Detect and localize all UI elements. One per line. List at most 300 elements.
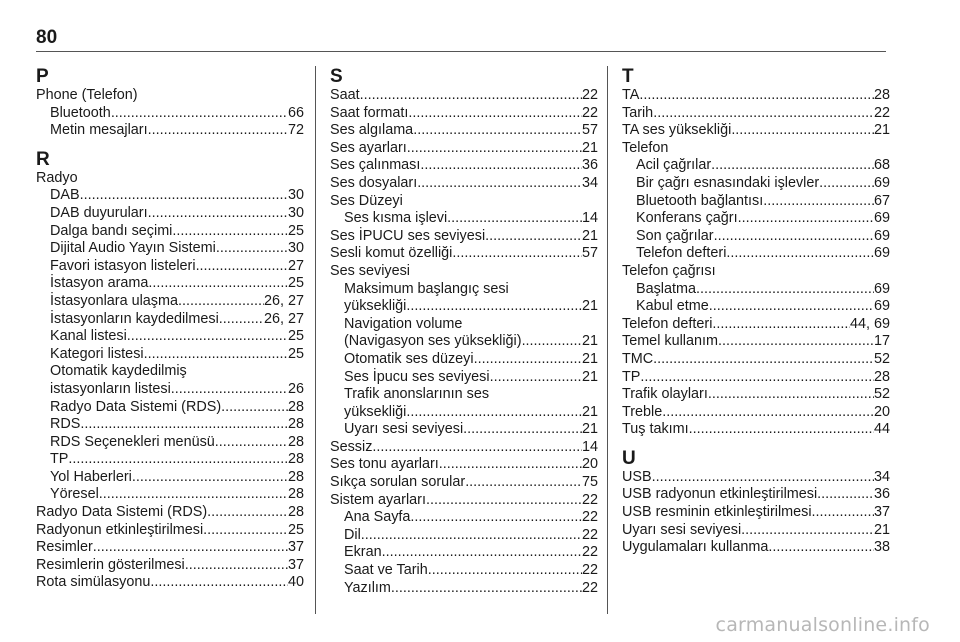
dot-leader <box>413 122 582 140</box>
entry-term: Son çağrılar <box>636 227 714 244</box>
dot-leader <box>465 474 582 492</box>
index-subentry <box>36 486 304 504</box>
entry-page-ref: 36 <box>581 157 598 174</box>
entry-term: Yol Haberleri <box>50 468 132 485</box>
entry-term: Ses İPUCU ses seviyesi <box>330 227 486 244</box>
dot-leader <box>447 210 582 228</box>
entry-page-ref: 30 <box>287 204 304 221</box>
dot-leader <box>93 539 288 557</box>
index-entry <box>622 122 890 140</box>
entry-page-ref: 52 <box>873 386 890 403</box>
dot-leader <box>406 298 582 316</box>
entry-page-ref: 21 <box>581 333 598 350</box>
entry-term: Konferans çağrı <box>636 210 738 227</box>
dot-leader <box>763 193 874 211</box>
index-column-3 <box>622 66 890 557</box>
dot-leader <box>652 469 874 487</box>
entry-term: Treble <box>622 403 663 420</box>
dot-leader <box>738 210 874 228</box>
dot-leader <box>360 87 582 105</box>
index-entry <box>330 140 598 158</box>
entry-page-ref: 28 <box>287 433 304 450</box>
entry-page-ref: 28 <box>873 368 890 385</box>
index-subentry <box>330 421 598 439</box>
index-subentry <box>36 469 304 487</box>
index-subentry <box>330 351 598 369</box>
index-entry <box>36 504 304 522</box>
dot-leader <box>144 346 288 364</box>
entry-page-ref: 21 <box>581 227 598 244</box>
entry-term: Acil çağrılar <box>636 157 712 174</box>
dot-leader <box>196 258 288 276</box>
entry-page-ref: 22 <box>581 104 598 121</box>
index-subentry <box>36 451 304 469</box>
index-subentry <box>36 105 304 123</box>
entry-term: Kanal listesi <box>50 328 127 345</box>
entry-page-ref: 28 <box>287 504 304 521</box>
dot-leader <box>768 539 874 557</box>
index-entry <box>330 228 598 246</box>
entry-term: Bir çağrı esnasındaki işlevler <box>636 174 820 191</box>
dot-leader <box>80 416 288 434</box>
entry-term: Kabul etme <box>636 298 709 315</box>
dot-leader <box>662 404 874 422</box>
index-subentry <box>330 404 598 422</box>
dot-leader <box>726 245 874 263</box>
index-heading: Radyo <box>36 169 78 186</box>
index-subheading: Maksimum başlangıç sesi <box>344 280 509 297</box>
entry-page-ref: 36 <box>873 486 890 503</box>
index-subentry <box>622 175 890 193</box>
dot-leader <box>148 122 288 140</box>
index-subentry <box>330 527 598 545</box>
dot-leader <box>696 281 874 299</box>
dot-leader <box>485 228 582 246</box>
dot-leader <box>127 328 288 346</box>
dot-leader <box>80 187 288 205</box>
entry-page-ref: 22 <box>581 509 598 526</box>
section-letter: R <box>36 148 50 170</box>
dot-leader <box>216 240 288 258</box>
entry-page-ref: 14 <box>581 438 598 455</box>
entry-term: USB radyonun etkinleştirilmesi <box>622 486 818 503</box>
entry-term: Ses algılama <box>330 122 414 139</box>
entry-term: Uyarı sesi seviyesi <box>344 421 464 438</box>
entry-page-ref: 21 <box>581 403 598 420</box>
entry-page-ref: 69 <box>873 280 890 297</box>
index-entry <box>622 486 890 504</box>
entry-page-ref: 21 <box>581 421 598 438</box>
entry-term: Ses ayarları <box>330 139 407 156</box>
index-subheading: Otomatik kaydedilmiş <box>50 363 187 380</box>
entry-page-ref: 25 <box>287 275 304 292</box>
entry-page-ref: 66 <box>287 104 304 121</box>
index-entry <box>622 539 890 557</box>
entry-page-ref: 21 <box>873 521 890 538</box>
dot-leader <box>361 527 582 545</box>
index-subentry <box>622 298 890 316</box>
dot-leader <box>718 333 874 351</box>
entry-page-ref: 27 <box>287 257 304 274</box>
dot-leader <box>207 504 288 522</box>
entry-term: Sesli komut özelliği <box>330 245 453 262</box>
section-letter: S <box>330 66 343 87</box>
entry-term: Ana Sayfa <box>344 509 411 526</box>
entry-page-ref: 28 <box>287 398 304 415</box>
entry-page-ref: 67 <box>873 192 890 209</box>
dot-leader <box>221 399 288 417</box>
index-heading: Telefon çağrısı <box>622 262 716 279</box>
index-entry <box>622 421 890 439</box>
entry-page-ref: 75 <box>581 474 598 491</box>
dot-leader <box>711 157 874 175</box>
entry-term: Kategori listesi <box>50 345 144 362</box>
entry-term: TP <box>50 451 69 468</box>
index-entry <box>622 469 890 487</box>
entry-page-ref: 17 <box>873 333 890 350</box>
dot-leader <box>653 105 874 123</box>
entry-term: Ses çalınması <box>330 157 421 174</box>
dot-leader <box>689 421 874 439</box>
entry-term: Saat <box>330 87 360 103</box>
entry-page-ref: 69 <box>873 174 890 191</box>
index-subheading: Trafik anonslarının ses <box>344 386 490 403</box>
entry-page-ref: 22 <box>581 579 598 596</box>
dot-leader <box>712 316 850 334</box>
section-letter: P <box>36 66 49 87</box>
index-subentry <box>622 281 890 299</box>
entry-term: Bluetooth <box>50 104 111 121</box>
entry-page-ref: 28 <box>287 451 304 468</box>
entry-term: Sessiz <box>330 438 373 455</box>
entry-term: USB resminin etkinleştirilmesi <box>622 504 812 521</box>
entry-term: TMC <box>622 350 654 367</box>
entry-term: TA ses yüksekliği <box>622 122 732 139</box>
entry-term: DAB duyuruları <box>50 204 148 221</box>
index-entry <box>36 539 304 557</box>
entry-term: Dalga bandı seçimi <box>50 222 173 239</box>
entry-term: Temel kullanım <box>622 333 718 350</box>
dot-leader <box>219 311 264 329</box>
dot-leader <box>391 580 582 598</box>
index-entry <box>36 574 304 592</box>
dot-leader <box>372 439 582 457</box>
entry-term: Trafik olayları <box>622 386 708 403</box>
index-subentry <box>36 223 304 241</box>
index-subentry <box>36 311 304 329</box>
entry-term: RDS Seçenekleri menüsü <box>50 433 215 450</box>
index-subentry <box>622 157 890 175</box>
index-entry <box>330 245 598 263</box>
entry-page-ref: 30 <box>287 240 304 257</box>
entry-page-ref: 25 <box>287 328 304 345</box>
entry-term: Ses kısma işlevi <box>344 210 448 227</box>
index-entry <box>622 87 890 105</box>
index-subentry <box>36 381 304 399</box>
entry-term: Dijital Audio Yayın Sistemi <box>50 240 216 257</box>
index-entry <box>622 522 890 540</box>
entry-page-ref: 44, 69 <box>849 315 890 332</box>
dot-leader <box>215 434 288 452</box>
page-number: 80 <box>36 27 58 48</box>
entry-page-ref: 22 <box>581 87 598 103</box>
entry-page-ref: 26 <box>287 380 304 397</box>
entry-page-ref: 22 <box>581 526 598 543</box>
entry-term: İstasyonlara ulaşma <box>50 292 178 309</box>
entry-page-ref: 57 <box>581 122 598 139</box>
entry-term: Bluetooth bağlantısı <box>636 192 764 209</box>
entry-page-ref: 28 <box>873 87 890 103</box>
entry-page-ref: 25 <box>287 345 304 362</box>
index-subentry <box>622 193 890 211</box>
index-subentry <box>36 240 304 258</box>
index-subentry <box>36 346 304 364</box>
index-entry <box>622 316 890 334</box>
entry-term: Ses tonu ayarları <box>330 456 439 473</box>
dot-leader <box>132 469 288 487</box>
entry-term: Ses dosyaları <box>330 174 418 191</box>
index-subentry <box>36 258 304 276</box>
index-entry <box>622 504 890 522</box>
entry-page-ref: 21 <box>581 139 598 156</box>
index-subentry <box>36 205 304 223</box>
dot-leader <box>171 381 288 399</box>
entry-term: TA <box>622 87 640 103</box>
index-subentry <box>36 434 304 452</box>
dot-leader <box>111 105 288 123</box>
entry-term: TP <box>622 368 641 385</box>
entry-page-ref: 14 <box>581 210 598 227</box>
index-subentry <box>330 509 598 527</box>
entry-term: Resimler <box>36 539 93 556</box>
entry-term: Favori istasyon listeleri <box>50 257 196 274</box>
entry-page-ref: 30 <box>287 187 304 204</box>
entry-term: yüksekliği <box>344 298 407 315</box>
entry-term: yüksekliği <box>344 403 407 420</box>
entry-term: Dil <box>344 526 361 543</box>
index-entry <box>330 175 598 193</box>
entry-term: (Navigasyon ses yüksekliği) <box>344 333 522 350</box>
index-subentry <box>330 562 598 580</box>
watermark: carmanualsonline.info <box>715 614 930 636</box>
entry-page-ref: 26, 27 <box>263 292 304 309</box>
entry-page-ref: 34 <box>873 468 890 485</box>
index-heading: Telefon <box>622 139 669 156</box>
index-subentry <box>330 333 598 351</box>
entry-term: Radyo Data Sistemi (RDS) <box>50 398 222 415</box>
entry-term: Ses İpucu ses seviyesi <box>344 368 490 385</box>
entry-page-ref: 22 <box>581 544 598 561</box>
entry-page-ref: 21 <box>581 368 598 385</box>
dot-leader <box>731 122 874 140</box>
entry-term: Saat formatı <box>330 104 409 121</box>
entry-term: Uyarı sesi seviyesi <box>622 521 742 538</box>
dot-leader <box>812 504 874 522</box>
index-subentry <box>36 187 304 205</box>
index-column-2 <box>330 66 598 597</box>
entry-page-ref: 21 <box>581 350 598 367</box>
index-subentry <box>622 210 890 228</box>
entry-term: Sistem ayarları <box>330 491 426 508</box>
dot-leader <box>68 451 288 469</box>
entry-page-ref: 37 <box>287 539 304 556</box>
section-letter: T <box>622 66 634 87</box>
entry-term: Saat ve Tarih <box>344 562 428 579</box>
entry-page-ref: 26, 27 <box>263 310 304 327</box>
dot-leader <box>741 522 874 540</box>
index-entry <box>622 404 890 422</box>
dot-leader <box>709 298 874 316</box>
entry-page-ref: 28 <box>287 486 304 503</box>
index-subentry <box>330 369 598 387</box>
index-entry <box>36 557 304 575</box>
index-entry <box>330 492 598 510</box>
index-subentry <box>622 228 890 246</box>
index-subentry <box>330 580 598 598</box>
entry-term: Otomatik ses düzeyi <box>344 350 474 367</box>
index-entry <box>330 105 598 123</box>
entry-term: Tarih <box>622 104 654 121</box>
entry-page-ref: 22 <box>873 104 890 121</box>
entry-page-ref: 21 <box>873 122 890 139</box>
dot-leader <box>490 369 582 387</box>
entry-term: Telefon defteri <box>636 245 727 262</box>
dot-leader <box>640 369 874 387</box>
dot-leader <box>474 351 582 369</box>
dot-leader <box>714 228 874 246</box>
entry-page-ref: 68 <box>873 157 890 174</box>
entry-page-ref: 37 <box>873 504 890 521</box>
entry-term: Uygulamaları kullanma <box>622 539 769 556</box>
dot-leader <box>708 386 874 404</box>
entry-page-ref: 57 <box>581 245 598 262</box>
index-entry <box>330 157 598 175</box>
index-entry <box>330 122 598 140</box>
index-subentry <box>330 298 598 316</box>
index-entry <box>330 474 598 492</box>
index-subentry <box>36 122 304 140</box>
entry-page-ref: 25 <box>287 521 304 538</box>
dot-leader <box>428 562 582 580</box>
index-entry <box>330 87 598 105</box>
dot-leader <box>148 275 288 293</box>
entry-page-ref: 20 <box>581 456 598 473</box>
dot-leader <box>639 87 874 105</box>
dot-leader <box>420 157 582 175</box>
dot-leader <box>99 486 288 504</box>
index-subentry <box>330 544 598 562</box>
entry-term: Yöresel <box>50 486 99 503</box>
column-divider <box>315 66 316 614</box>
entry-page-ref: 52 <box>873 350 890 367</box>
entry-term: Başlatma <box>636 280 696 297</box>
entry-term: Metin mesajları <box>50 122 148 139</box>
index-heading: Ses Düzeyi <box>330 192 403 209</box>
dot-leader <box>452 245 582 263</box>
index-entry <box>622 369 890 387</box>
entry-term: Radyonun etkinleştirilmesi <box>36 521 204 538</box>
index-subentry <box>36 275 304 293</box>
entry-term: Yazılım <box>344 579 391 596</box>
column-divider <box>607 66 608 614</box>
entry-term: İstasyon arama <box>50 275 149 292</box>
entry-page-ref: 22 <box>581 491 598 508</box>
index-entry <box>330 456 598 474</box>
index-entry <box>622 386 890 404</box>
entry-term: RDS <box>50 416 81 433</box>
dot-leader <box>819 175 874 193</box>
entry-term: Tuş takımı <box>622 421 689 438</box>
index-heading: Phone (Telefon) <box>36 87 138 103</box>
dot-leader <box>439 456 582 474</box>
dot-leader <box>185 557 288 575</box>
index-subentry <box>622 245 890 263</box>
dot-leader <box>417 175 582 193</box>
entry-page-ref: 28 <box>287 468 304 485</box>
dot-leader <box>426 492 582 510</box>
entry-page-ref: 69 <box>873 210 890 227</box>
dot-leader <box>463 421 582 439</box>
dot-leader <box>382 544 582 562</box>
dot-leader <box>653 351 874 369</box>
header-rule <box>36 51 886 52</box>
entry-page-ref: 20 <box>873 403 890 420</box>
index-subentry <box>36 416 304 434</box>
entry-page-ref: 34 <box>581 174 598 191</box>
dot-leader <box>150 574 288 592</box>
entry-term: istasyonların listesi <box>50 380 171 397</box>
entry-page-ref: 69 <box>873 298 890 315</box>
index-subentry <box>36 293 304 311</box>
section-letter: U <box>622 447 636 469</box>
entry-page-ref: 37 <box>287 556 304 573</box>
index-subentry <box>330 210 598 228</box>
index-column-1 <box>36 66 304 592</box>
dot-leader <box>522 333 582 351</box>
dot-leader <box>407 140 582 158</box>
entry-term: Telefon defteri <box>622 315 713 332</box>
index-subentry <box>36 328 304 346</box>
dot-leader <box>172 223 288 241</box>
index-entry <box>36 522 304 540</box>
entry-page-ref: 21 <box>581 298 598 315</box>
entry-page-ref: 25 <box>287 222 304 239</box>
index-entry <box>622 105 890 123</box>
dot-leader <box>203 522 288 540</box>
dot-leader <box>406 404 582 422</box>
index-entry <box>330 439 598 457</box>
entry-term: Ekran <box>344 544 382 561</box>
entry-page-ref: 69 <box>873 245 890 262</box>
entry-term: İstasyonların kaydedilmesi <box>50 310 219 327</box>
dot-leader <box>148 205 288 223</box>
entry-term: USB <box>622 468 652 485</box>
entry-page-ref: 38 <box>873 539 890 556</box>
dot-leader <box>178 293 264 311</box>
entry-term: Radyo Data Sistemi (RDS) <box>36 504 208 521</box>
entry-page-ref: 72 <box>287 122 304 139</box>
entry-term: DAB <box>50 187 80 204</box>
entry-term: Rota simülasyonu <box>36 574 151 591</box>
index-subheading: Navigation volume <box>344 315 463 332</box>
entry-term: Sıkça sorulan sorular <box>330 474 466 491</box>
index-entry <box>622 351 890 369</box>
index-subentry <box>36 399 304 417</box>
entry-term: Resimlerin gösterilmesi <box>36 556 185 573</box>
index-entry <box>622 333 890 351</box>
entry-page-ref: 44 <box>873 421 890 438</box>
entry-page-ref: 22 <box>581 562 598 579</box>
